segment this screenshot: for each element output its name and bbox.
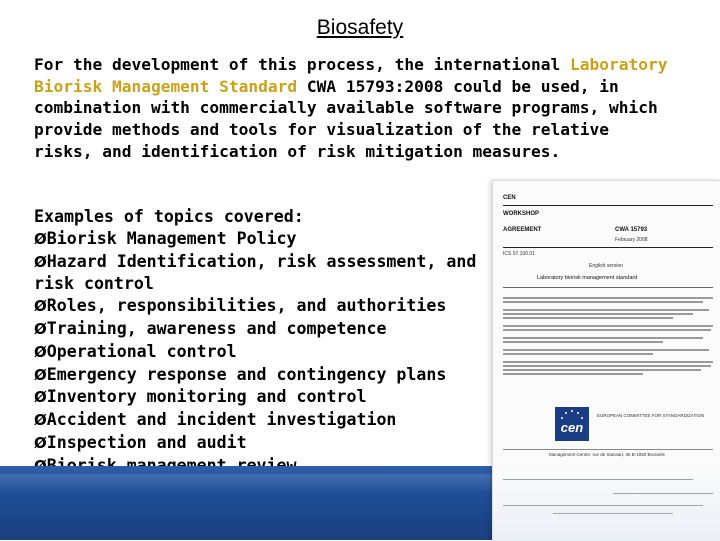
- cwa-document-thumbnail: [492, 180, 720, 541]
- doc-text-line: [503, 337, 703, 339]
- list-item: ØTraining, awareness and competence: [34, 318, 387, 338]
- list-item: ØEmergency response and contingency plans: [34, 364, 447, 384]
- list-item: ØOperational control: [34, 341, 237, 361]
- cen-logo-icon: [555, 407, 589, 441]
- doc-ics: ICS 07.100.01: [503, 251, 535, 257]
- arrow-bullet-icon: Ø: [34, 365, 47, 384]
- intro-paragraph: [34, 54, 674, 163]
- arrow-bullet-icon: Ø: [34, 388, 47, 407]
- doc-rule: [503, 287, 713, 288]
- doc-rule: [503, 247, 713, 248]
- doc-rule: [503, 449, 713, 450]
- doc-org: CEN: [503, 195, 516, 201]
- doc-rule: [503, 205, 713, 206]
- list-item: ØAccident and incident investigation: [34, 410, 397, 430]
- arrow-bullet-icon: Ø: [34, 252, 47, 271]
- list-item: ØRoles, responsibilities, and authorities: [34, 296, 447, 316]
- arrow-bullet-icon: Ø: [34, 411, 47, 430]
- doc-type-line2: AGREEMENT: [503, 227, 542, 233]
- doc-text-line: [503, 341, 663, 343]
- list-item: ØInspection and audit: [34, 432, 247, 452]
- doc-centre: Management Centre: rue de Stassart, 36 B-1050 Brussels: [549, 452, 665, 457]
- doc-text-line: [503, 301, 703, 303]
- doc-title: Laboratory biorisk management standard: [537, 275, 638, 281]
- doc-date: February 2008: [615, 237, 648, 243]
- doc-text-line: [503, 325, 713, 327]
- arrow-bullet-icon: Ø: [34, 297, 47, 316]
- list-item: ØInventory monitoring and control: [34, 387, 367, 407]
- doc-text-line: [503, 361, 713, 363]
- doc-code: CWA 15793: [615, 227, 648, 233]
- arrow-bullet-icon: Ø: [34, 433, 47, 452]
- intro-text-end: CWA 15793:2008 could be used, in combination with commercially available software programs, which provide methods and tools for visualization of the relative risks, and identification of risk mitigation measures.: [34, 76, 658, 161]
- cen-logo-text: cen: [560, 420, 584, 435]
- doc-text-line: [503, 309, 709, 311]
- list-item: ØBiorisk Management Policy: [34, 228, 297, 248]
- doc-text-line: [503, 349, 709, 351]
- arrow-bullet-icon: Ø: [34, 229, 47, 248]
- examples-heading: Examples of topics covered:: [34, 207, 304, 226]
- arrow-bullet-icon: Ø: [34, 319, 47, 338]
- arrow-bullet-icon: Ø: [34, 342, 47, 361]
- doc-text-line: [503, 313, 693, 315]
- doc-text-line: [503, 365, 711, 367]
- topics-list: [34, 206, 504, 478]
- doc-language: English version: [589, 263, 623, 269]
- doc-text-line: [503, 297, 713, 299]
- doc-text-line: [503, 369, 701, 371]
- list-item: ØHazard Identification, risk assessment, and risk control: [34, 251, 477, 294]
- doc-text-line: [503, 353, 653, 355]
- doc-text-line: [503, 329, 711, 331]
- doc-text-line: [503, 373, 643, 375]
- doc-bottom-band: [493, 467, 720, 541]
- doc-text-line: [503, 317, 673, 319]
- slide-title: Biosafety: [316, 16, 404, 39]
- doc-type-line1: WORKSHOP: [503, 211, 539, 217]
- doc-committee: EUROPEAN COMMITTEE FOR STANDARDIZATION: [597, 413, 705, 418]
- intro-text-start: For the development of this process, the international: [34, 55, 571, 74]
- standard-name-highlight: Laboratory Biorisk Management Standard: [34, 55, 668, 96]
